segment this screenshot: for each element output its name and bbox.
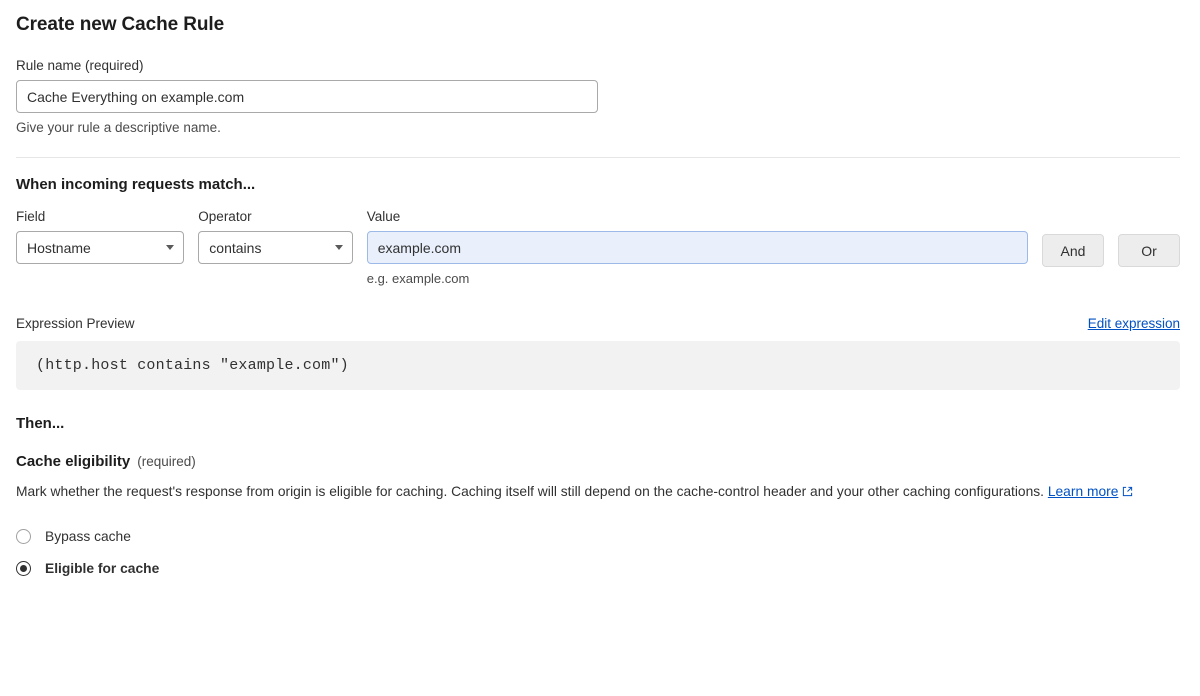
- expression-preview-box: (http.host contains "example.com"): [16, 341, 1180, 390]
- or-button-column: [1118, 209, 1180, 267]
- cache-eligibility-title: Cache eligibility: [16, 453, 131, 470]
- page-title: Create new Cache Rule: [16, 14, 225, 35]
- value-column: [367, 209, 1028, 286]
- value-helper: e.g. example.com: [366, 271, 470, 286]
- then-section: [16, 415, 1180, 585]
- operator-select-wrapper: [198, 231, 352, 264]
- radio-icon-selected[interactable]: [16, 561, 31, 576]
- then-heading: Then...: [16, 415, 65, 432]
- rule-name-section: [16, 58, 1180, 135]
- radio-icon[interactable]: [16, 529, 31, 544]
- field-column: [16, 209, 184, 264]
- match-section: [16, 176, 1180, 286]
- expression-section: [16, 316, 1180, 390]
- value-label: Value: [366, 209, 401, 224]
- section-divider: [16, 157, 1180, 158]
- cache-eligibility-description: [16, 482, 1180, 503]
- cache-eligibility-required: (required): [137, 454, 196, 469]
- or-button[interactable]: Or: [1118, 234, 1180, 267]
- rule-name-input[interactable]: [16, 80, 598, 113]
- and-button-column: [1042, 209, 1104, 267]
- rule-name-label: Rule name (required): [16, 58, 144, 73]
- radio-label: Bypass cache: [45, 529, 131, 545]
- rule-name-helper: Give your rule a descriptive name.: [16, 120, 221, 135]
- edit-expression-link[interactable]: Edit expression: [1087, 316, 1180, 331]
- field-select[interactable]: Hostname: [16, 231, 184, 264]
- field-label: Field: [16, 209, 46, 224]
- match-section-heading: When incoming requests match...: [16, 176, 256, 193]
- value-input[interactable]: [367, 231, 1028, 264]
- operator-label: Operator: [198, 209, 252, 224]
- operator-select[interactable]: contains: [198, 231, 352, 264]
- operator-column: [198, 209, 352, 264]
- learn-more-link[interactable]: Learn more: [1047, 484, 1119, 499]
- field-select-wrapper: [16, 231, 184, 264]
- expression-header: [16, 316, 1180, 331]
- and-button[interactable]: And: [1042, 234, 1104, 267]
- external-link-icon: [1122, 483, 1133, 504]
- radio-option-bypass-cache[interactable]: [16, 521, 1180, 553]
- radio-option-eligible-for-cache[interactable]: [16, 553, 1180, 585]
- radio-label: Eligible for cache: [45, 561, 160, 577]
- expression-preview-label: Expression Preview: [16, 316, 135, 331]
- match-row: [16, 209, 1180, 286]
- cache-description-text: Mark whether the request's response from origin is eligible for caching. Caching itself will still depend on the cache-control header and your other caching configurations.: [16, 484, 1048, 499]
- cache-eligibility-header: [16, 453, 1180, 470]
- cache-eligibility-radio-group: [16, 521, 1180, 585]
